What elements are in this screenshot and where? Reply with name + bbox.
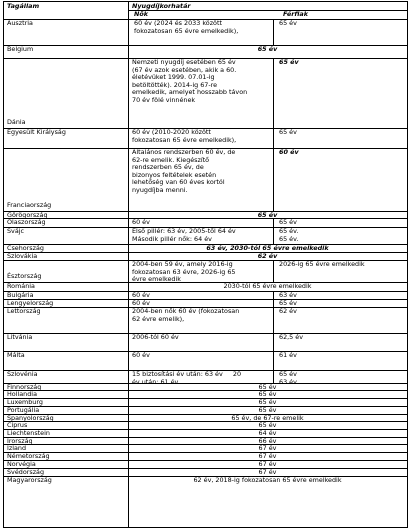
col-line-women-men xyxy=(273,19,274,45)
col-line-women-men xyxy=(273,227,274,244)
country-cell: Hollandia xyxy=(7,390,37,398)
women-cell: 60 év xyxy=(132,218,150,226)
women-cell: Első pillér: 63 év, 2005-től 64 év Második pillér nők: 64 év xyxy=(132,227,236,243)
country-cell: Luxemburg xyxy=(7,398,43,406)
col-line-women-men xyxy=(273,351,274,370)
country-cell: Bulgária xyxy=(7,291,34,299)
col-line-women-men xyxy=(273,333,274,351)
both-cell: 65 év xyxy=(258,398,277,406)
women-cell: 60 év xyxy=(132,291,150,299)
country-cell: Szlovénia xyxy=(7,370,38,378)
both-cell: 66 év xyxy=(258,437,277,445)
row-line xyxy=(4,299,407,300)
women-cell: 60 év xyxy=(132,299,150,307)
country-cell: Szlovákia xyxy=(7,252,38,260)
both-cell: 62 év, 2018-ig fokozatosan 65 évre emelkedik xyxy=(193,476,342,484)
women-cell: 2004-ben nők 60 év (fokozatosan 62 évre emelik), xyxy=(132,307,240,323)
country-cell: Izland xyxy=(7,444,27,452)
women-cell: 60 év (2010-2020 között fokozatosan 65 évre emelkedik), xyxy=(132,128,237,144)
col-line-women-men xyxy=(273,307,274,333)
header-country: Tagállam xyxy=(7,2,40,10)
men-cell: 61 év xyxy=(279,351,297,359)
men-cell: 65 év 63 év xyxy=(279,370,297,386)
men-cell: 65 év xyxy=(279,218,297,226)
row-line xyxy=(4,333,407,334)
country-cell: Spanyolország xyxy=(7,414,54,422)
country-cell: Norvégia xyxy=(7,460,36,468)
both-cell: 62 év xyxy=(257,252,278,260)
women-cell: Nemzeti nyugdíj esetében 65 év (67 év azok esetében, akik a 60. életévüket 1999. 07.01-ig betöltötték). 2014-ig 67-re emelkedik, amelyet hosszabb távon 70 év fölé vinnének xyxy=(132,58,248,104)
both-cell: 65 év xyxy=(257,211,278,219)
country-cell: Lettország xyxy=(7,307,41,315)
country-cell: Észtország xyxy=(7,272,42,280)
women-cell: Általános rendszerben 60 év, de 62-re emelik. Kiegészítő rendszerben 65 év, de bizonyos feltételek esetén lehetőség van 60 éves kortól nyugdíjba menni. xyxy=(132,148,236,194)
men-cell: 65 év xyxy=(279,19,297,27)
country-cell: Ciprus xyxy=(7,421,28,429)
women-cell: 2006-tól 60 év xyxy=(132,333,179,341)
country-cell: Svájc xyxy=(7,227,25,235)
header-women: Nők xyxy=(134,10,148,18)
both-cell: 63 év, 2030-tól 65 évre emelkedik xyxy=(206,244,329,252)
both-cell: 65 év xyxy=(258,421,277,429)
men-cell: 2026-ig 65 évre emelkedik xyxy=(279,260,365,268)
country-cell: Finnország xyxy=(7,383,42,391)
men-cell: 65 év xyxy=(279,128,297,136)
col-line-women-men xyxy=(273,128,274,148)
both-cell: 65 év xyxy=(257,45,278,53)
both-cell: 67 év xyxy=(258,444,277,452)
country-cell: Málta xyxy=(7,351,25,359)
men-cell: 63 év xyxy=(279,291,297,299)
country-cell: Belgium xyxy=(7,45,34,53)
col-line-women-men xyxy=(273,58,274,128)
col-line-women-men xyxy=(273,148,274,211)
country-cell: Ausztria xyxy=(7,19,33,27)
country-cell: Románia xyxy=(7,282,35,290)
row-line xyxy=(4,351,407,352)
country-cell: Franciaország xyxy=(7,201,52,209)
both-cell: 67 év xyxy=(258,460,277,468)
both-cell: 65 év, de 67-re emelik xyxy=(231,414,304,422)
country-cell: Görögország xyxy=(7,211,48,219)
country-cell: Írország xyxy=(7,437,33,445)
both-cell: 2030-tól 65 évre emelkedik xyxy=(223,282,312,290)
header-age: Nyugdíjkorhatár xyxy=(132,2,191,10)
country-cell: Olaszország xyxy=(7,218,46,226)
both-cell: 67 év xyxy=(258,468,277,476)
country-cell: Liechtenstein xyxy=(7,429,50,437)
both-cell: 64 év xyxy=(258,429,277,437)
country-cell: Portugália xyxy=(7,406,40,414)
men-cell: 65 év xyxy=(279,58,299,66)
both-cell: 65 év xyxy=(258,390,277,398)
col-line-women-men xyxy=(273,291,274,299)
country-cell: Svédország xyxy=(7,468,45,476)
col-line-women-men xyxy=(273,260,274,282)
men-cell: 62,5 év xyxy=(279,333,303,341)
pension-age-table xyxy=(3,1,408,528)
country-cell: Litvánia xyxy=(7,333,33,341)
country-cell: Csehország xyxy=(7,244,44,252)
country-cell: Németország xyxy=(7,452,50,460)
country-cell: Dánia xyxy=(7,118,26,126)
men-cell: 62 év xyxy=(279,307,297,315)
header-men: Férfiak xyxy=(283,10,308,18)
country-cell: Lengyelország xyxy=(7,299,54,307)
women-cell: 2004-ben 59 év, amely 2016-ig fokozatosan 63 évre, 2026-ig 65 évre emelkedik xyxy=(132,260,236,284)
row-line xyxy=(4,291,407,292)
country-cell: Egyesült Királyság xyxy=(7,128,66,136)
men-cell: 65 év xyxy=(279,299,297,307)
both-cell: 67 év xyxy=(258,452,277,460)
men-cell: 65 év. 65 év. xyxy=(279,227,299,243)
women-cell: 15 biztosítási év után: 63 év 20 év után: 61 év xyxy=(132,370,242,386)
both-cell: 65 év xyxy=(258,383,277,391)
col-line-women-men xyxy=(273,299,274,307)
women-cell: 60 év (2024 és 2033 között fokozatosan 65 évre emelkedik), xyxy=(134,19,239,35)
women-cell: 60 év xyxy=(132,351,150,359)
men-cell: 60 év xyxy=(279,148,299,156)
country-cell: Magyarország xyxy=(7,476,52,484)
col-line-women-men xyxy=(273,370,274,383)
both-cell: 65 év xyxy=(258,406,277,414)
